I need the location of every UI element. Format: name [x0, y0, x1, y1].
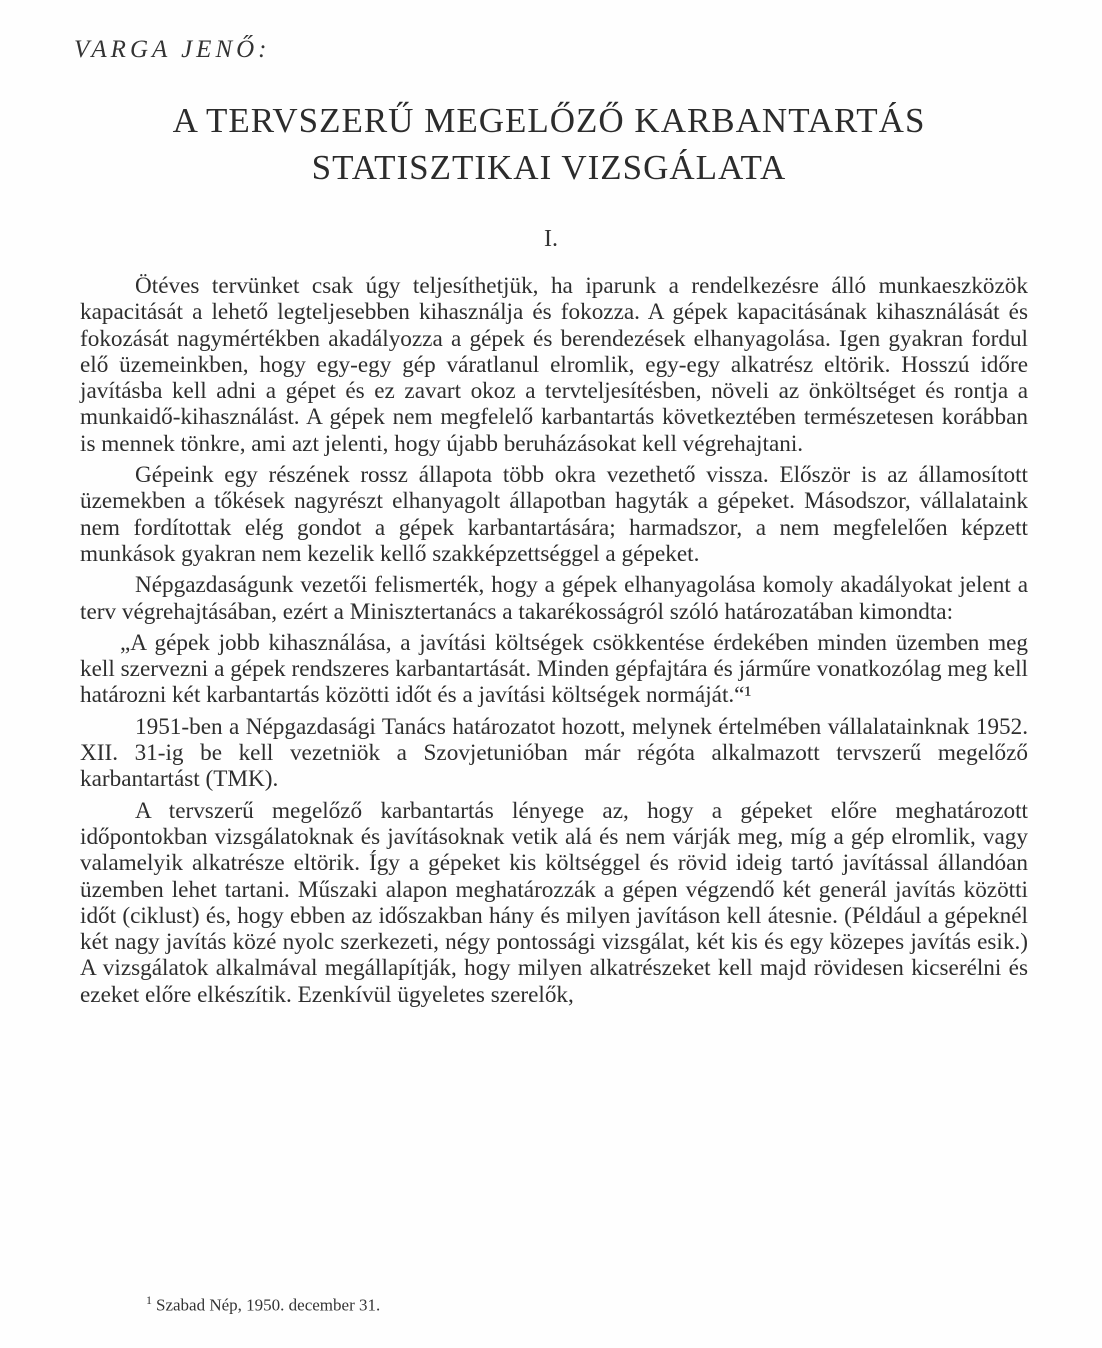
footnote-mark: 1 [146, 1293, 152, 1307]
footnote-text: Szabad Nép, 1950. december 31. [156, 1295, 381, 1315]
section-number: I. [544, 226, 558, 252]
paragraph: 1951-ben a Népgazdasági Tanács határozatot hozott, melynek értelmében vállalatainknak 1952. XII. 31-ig be kell vezetniök a Szovjetunióban már régóta alkalmazott tervszerű megelőző karbantartást (TMK). [80, 713, 1028, 793]
paragraph: Gépeink egy részének rossz állapota több okra vezethető vissza. Először is az államosított üzemekben a tőkések nagyrészt elhanyagolt állapotban hagyták a gépeket. Másodszor, vállalataink nem fordítottak elég gondot a gépek karbantartására; harmadszor, a nem megfelelően képzett munkások gyakran nem kezelik kellő szakképzettséggel a gépeket. [80, 462, 1028, 567]
article-body [80, 273, 1028, 1013]
article-title-line-1: A TERVSZERŰ MEGELŐZŐ KARBANTARTÁS [172, 101, 926, 140]
author-name: VARGA JENŐ: [74, 36, 271, 63]
quoted-paragraph: „A gépek jobb kihasználása, a javítási költségek csökkentése érdekében minden üzemben meg kell szervezni a gépek rendszeres karbantartását. Minden gépfajtára és járműre vonatkozólag meg kell határozni két karbantartás közötti időt és a javítási költségek normáját.“¹ [80, 629, 1028, 709]
footnote [146, 1293, 380, 1316]
paragraph: Népgazdaságunk vezetői felismerték, hogy a gépek elhanyagolása komoly akadályokat jelent a terv végrehajtásában, ezért a Minisztertanács a takarékosságról szóló határozatában kimondta: [80, 572, 1028, 625]
article-title-line-2: STATISZTIKAI VIZSGÁLATA [311, 148, 787, 187]
paragraph: A tervszerű megelőző karbantartás lényege az, hogy a gépeket előre meghatározott időpontokban vizsgálatoknak és javításoknak vetik alá és nem várják meg, míg a gép elromlik, vagy valamelyik alkatrésze eltörik. Így a gépeket kis költséggel és rövid ideig tartó javítással állandóan üzemben lehet tartani. Műszaki alapon meghatározzák a gépen végzendő két generál javítás közötti időt (ciklust) és, hogy ebben az időszakban hány és milyen javításon kell átesnie. (Például a gépeknél két nagy javítás közé nyolc szerkezeti, négy pontossági vizsgálat, két kis és egy közepes javítás esik.) A vizsgálatok alkalmával megállapítják, hogy milyen alkatrészeket kell majd rövidesen kicserélni és ezeket előre elkészítik. Ezenkívül ügyeletes szerelők, [80, 797, 1028, 1008]
paragraph: Ötéves tervünket csak úgy teljesíthetjük, ha iparunk a rendelkezésre álló munkaeszközök kapacitását a lehető legteljesebben kihasználja és fokozza. A gépek kapacitásának kihasználását és fokozását nagymértékben akadályozza a gépek és berendezések elhanyagolása. Igen gyakran fordul elő üzemeinkben, hogy egy-egy gép váratlanul elromlik, egy-egy alkatrész eltörik. Hosszú időre javításba kell adni a gépet és ez zavart okoz a tervteljesítésben, növeli az önköltséget és rontja a munkaidő-kihasználást. A gépek nem megfelelő karbantartás következtében természetesen korábban is mennek tönkre, ami azt jelenti, hogy újabb beruházásokat kell végrehajtani. [80, 273, 1028, 457]
